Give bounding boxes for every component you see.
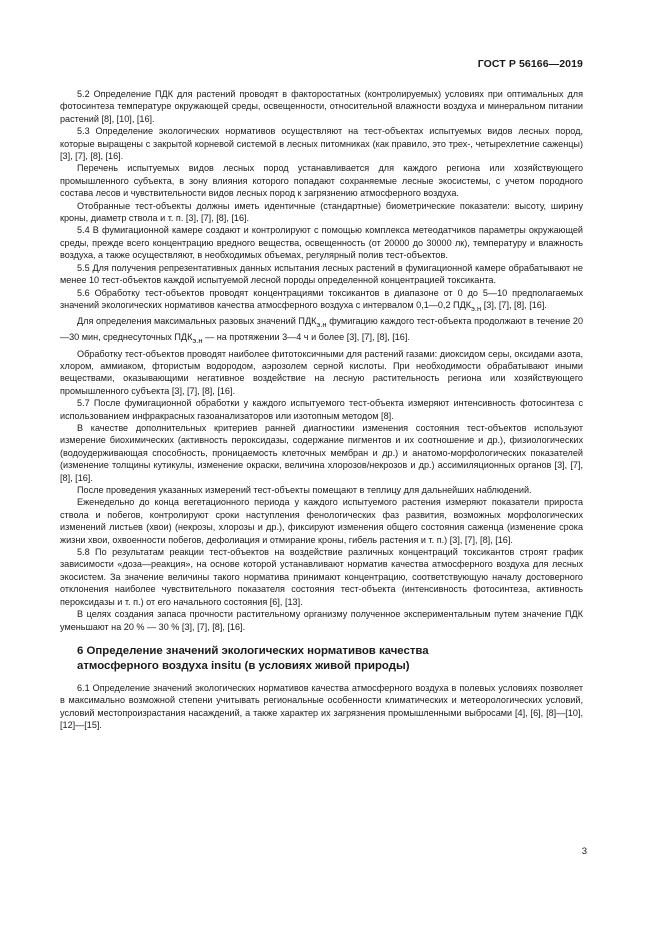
paragraph-6-1: 6.1 Определение значений экологических нормативов качества атмосферного воздуха в полевых условиях позволяет в максимально возможной степени учитывать региональные особенности климатических и метеорологических условий, условий местопроизрастания насаждений, а также характер их загрязнения промышленными выбросами [4], [6], [8]—[10], [12]—[15]. bbox=[60, 682, 583, 731]
paragraph-5-4: 5.4 В фумигационной камере создают и контролируют с помощью комплекса метеодатчиков параметры окружающей среды, прежде всего концентрацию вредного вещества, освещенность (от 20000 до 30000 лк), температуру и влажность воздуха, а также осуществляют, в необходимых объемах, регулярный полив тест-объектов. bbox=[60, 225, 583, 261]
paragraph-max-values bbox=[60, 315, 583, 347]
paragraph-5-6 bbox=[60, 287, 583, 316]
paragraph-5-5: 5.5 Для получения репрезентативных данных испытания лесных растений в фумигационной камере обрабатывают не менее 10 тест-объектов каждой испытуемой лесной породы определенной концентрацией токсиканта. bbox=[60, 262, 583, 286]
subscript-en: э.н bbox=[316, 319, 327, 329]
paragraph-safety-margin: В целях создания запаса прочности растительному организму полученное экспериментальным путем значение ПДК уменьшают на 20 % — 30 % [3], [7], [8], [16]. bbox=[60, 609, 583, 632]
paragraph-5-6-tail: [3], [7], [8], [16]. bbox=[481, 299, 547, 310]
subscript-en: э.н bbox=[192, 336, 203, 346]
section-6-heading-line-1: 6 Определение значений экологических нормативов качества bbox=[77, 644, 429, 657]
subscript-en: э.н bbox=[471, 303, 482, 313]
paragraph-5-3: 5.3 Определение экологических нормативов осуществляют на тест-объектах испытуемых видов лесных пород, которые выращены с закрытой корневой системой в лесных питомниках (как правило, это трех-, четырехлетние саженцы) [3], [7], [8], [16]. bbox=[60, 126, 583, 162]
section-6-heading-line-2: атмосферного воздуха insitu (в условиях живой природы) bbox=[77, 659, 410, 672]
paragraph-additional-criteria: В качестве дополнительных критериев ранней диагностики изменения состояния тест-объектов используют измерение биохимических (активность пероксидазы, содержание пигментов и их соотношение и др.), физиологических (водоудерживающая способность, проницаемость клеточных мембран и др.) и анатомо-морфологических показателей (изменение толщины кутикулы, изменение окраски, величина хлорозов/некрозов и др.) ассимиляционных органов [3], [7], [8], [16]. bbox=[60, 423, 583, 483]
paragraph-5-6-text: 5.6 Обработку тест-объектов проводят концентрациями токсикантов в диапазоне от 0 до 5—10 предполагаемых значений экологических нормативов качества атмосферного воздуха с интервалом 0,1—0,2 ПДК bbox=[60, 287, 583, 310]
paragraph-5-2: 5.2 Определение ПДК для растений проводят в факторостатных (контролируемых) условиях при оптимальных для фотосинтеза температуре окружающей среды, освещенности, относительной влажности воздуха и минеральном питании растений [8], [10], [16]. bbox=[60, 89, 583, 124]
document-body bbox=[60, 88, 583, 732]
paragraph-max-values-b: фумигацию каждого тест-объекта продолжают в течение 20—30 мин, среднесуточных ПДК bbox=[60, 316, 583, 343]
paragraph-5-7: 5.7 После фумигационной обработки у каждого испытуемого тест-объекта измеряют интенсивность фотосинтеза с использованием инфракрасных газоанализаторов или изотопным методом [8]. bbox=[60, 398, 583, 421]
paragraph-max-values-a: Для определения максимальных разовых значений ПДК bbox=[77, 316, 317, 327]
paragraph-species-list: Перечень испытуемых видов лесных пород устанавливается для каждого региона или хозяйствующего промышленного субъекта, в зону влияния которого попадают сохраняемые лесные экосистемы, с учетом породного состава лесов и чувствительности видов лесных пород к загрязнению атмосферного воздуха. bbox=[60, 163, 583, 199]
section-6-heading bbox=[77, 644, 583, 674]
document-code: ГОСТ Р 56166—2019 bbox=[477, 58, 583, 70]
page-number: 3 bbox=[581, 846, 587, 857]
paragraph-test-objects: Отобранные тест-объекты должны иметь идентичные (стандартные) биометрические показатели: высоту, ширину кроны, диаметр ствола и т. п. [3], [7], [8], [16]. bbox=[60, 200, 583, 224]
paragraph-weekly: Еженедельно до конца вегетационного периода у каждого испытуемого растения измеряют показатели прироста ствола и побегов, контролируют сроки наступления фенологических фаз развития, возможных морфологических изменений листьев (хвои) (некрозы, хлорозы и др.), фиксируют изменения общего состояния саженца (изменение срока жизни хвои, охвоенности побегов, дефолиация и отмирание кроны, гибель растения и т. п.) [3], [7], [8], [16]. bbox=[60, 497, 583, 545]
paragraph-greenhouse: После проведения указанных измерений тест-объекты помещают в теплицу для дальнейших наблюдений. bbox=[77, 485, 532, 496]
paragraph-gases: Обработку тест-объектов проводят наиболее фитотоксичными для растений газами: диоксидом серы, оксидами азота, хлором, аммиаком, фтористым водородом, аэрозолем серной кислоты. При необходимости обрабатывают иными веществами, оказывающими негативное воздействие на лесную растительность региона или хозяйствующего промышленного субъекта [3], [7], [8], [16]. bbox=[60, 348, 583, 396]
paragraph-max-values-c: — на протяжении 3—4 ч и более [3], [7], [8], [16]. bbox=[202, 332, 410, 343]
paragraph-5-8: 5.8 По результатам реакции тест-объектов на воздействие различных концентраций токсикантов строят график зависимости «доза—реакция», на основе которой устанавливают норматив качества атмосферного воздуха для лесных экосистем. За значение величины такого норматива принимают концентрацию, соответствующую началу достоверного отклонения наиболее чувствительного показателя состояния тест-объекта (интенсивность фотосинтеза, активность пероксидазы и т. п.) от его начального состояния [6], [13]. bbox=[60, 547, 583, 607]
